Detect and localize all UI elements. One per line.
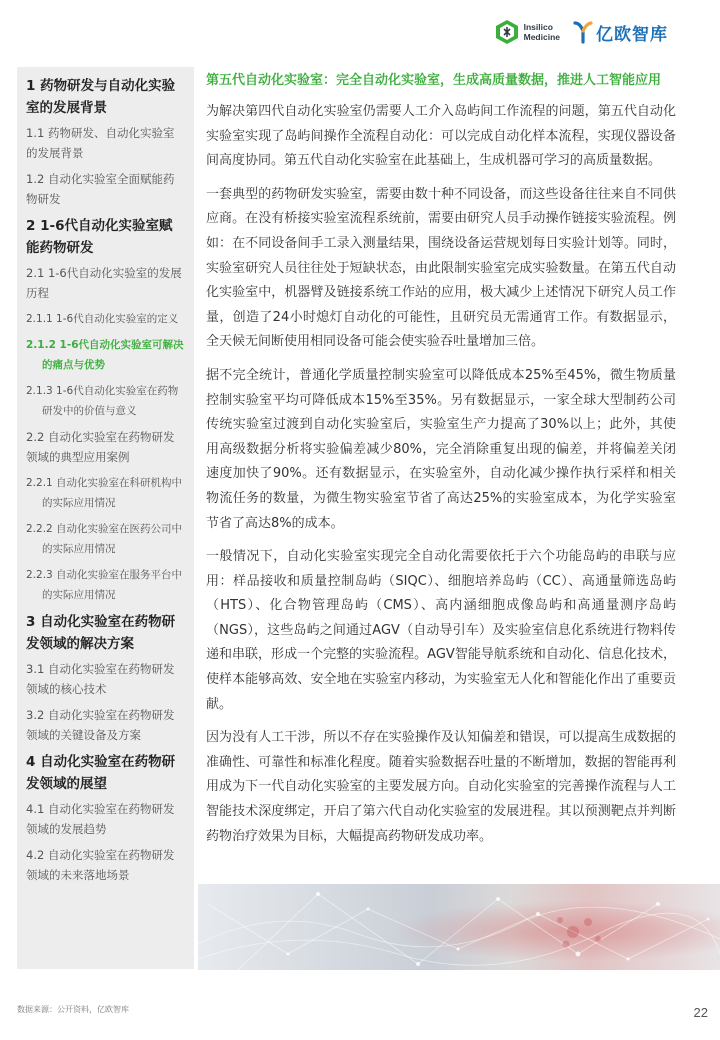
- toc-item[interactable]: [26, 473, 185, 513]
- toc-item[interactable]: 1 药物研发与自动化实验室的发展背景: [26, 78, 176, 116]
- insilico-hexagon-icon: [494, 19, 520, 45]
- toc-item-active[interactable]: [26, 335, 185, 375]
- decorative-banner-image: [198, 884, 720, 970]
- toc-item[interactable]: 4 自动化实验室在药物研发领域的展望: [26, 754, 176, 792]
- toc-item[interactable]: 4.2 自动化实验室在药物研发领域的未来落地场景: [26, 848, 175, 882]
- insilico-line2: Medicine: [523, 32, 560, 42]
- body-paragraph: 一套典型的药物研发实验室，需要由数十种不同设备，而这些设备往往来自不同供应商。在没有桥接实验室流程系统前，需要由研究人员手动操作链接实验流程。例如：在不同设备间手工录入测量结果，围绕设备运营规划每日实验计划等。同时，实验室研究人员往往处于短缺状态，由此限制实验室完成实验数量。在第五代自动化实验室中，机器臂及链接系统工作站的应用，极大减少上述情况下研究人员工作量，创造了24小时熄灯自动化的可能性，且研究员无需通宵工作。有数据显示，全天候无间断使用相同设备可能会使实验吞吐量增加三倍。: [206, 186, 676, 350]
- section-title: 第五代自动化实验室：完全自动化实验室，生成高质量数据，推进人工智能应用: [206, 73, 662, 88]
- toc-item[interactable]: [26, 565, 185, 605]
- toc-item[interactable]: 2 1-6代自动化实验室赋能药物研发: [26, 218, 173, 256]
- header-logos: [494, 16, 668, 48]
- toc-item-label: 2.1.1 1-6代自动化实验室的定义: [26, 313, 179, 325]
- data-source-note: 数据来源：公开资料，亿欧智库: [17, 1005, 129, 1014]
- toc-item-label: 2.2.3 自动化实验室在服务平台中的实际应用情况: [26, 569, 183, 601]
- insilico-medicine-logo: [494, 19, 560, 45]
- insilico-line1: Insilico: [523, 22, 553, 32]
- iyiou-logo-text: 亿欧智库: [596, 24, 668, 45]
- main-content: [206, 70, 676, 858]
- toc-item[interactable]: 2.2 自动化实验室在药物研发领域的典型应用案例: [26, 430, 175, 464]
- toc-item[interactable]: [26, 519, 185, 559]
- iyiou-y-icon: [572, 20, 594, 44]
- toc-item[interactable]: 3.1 自动化实验室在药物研发领域的核心技术: [26, 662, 175, 696]
- toc-item[interactable]: [26, 381, 185, 421]
- toc-item[interactable]: 3 自动化实验室在药物研发领域的解决方案: [26, 614, 176, 652]
- body-paragraph: 为解决第四代自动化实验室仍需要人工介入岛屿间工作流程的问题，第五代自动化实验室实现了岛屿间操作全流程自动化：可以完成自动化样本流程，实现仪器设备间高度协同。第五代自动化实验室在此基础上，生成机器可学习的高质量数据。: [206, 104, 676, 169]
- toc-item[interactable]: 1.1 药物研发、自动化实验室的发展背景: [26, 126, 175, 160]
- toc-item-label: 2.2.2 自动化实验室在医药公司中的实际应用情况: [26, 523, 183, 555]
- toc-item[interactable]: 2.1 1-6代自动化实验室的发展历程: [26, 266, 182, 300]
- body-paragraph: 因为没有人工干涉，所以不存在实验操作及认知偏差和错误，可以提高生成数据的准确性、可靠性和标准化程度。随着实验数据吞吐量的不断增加，数据的智能再利用成为下一代自动化实验室的主要发展方向。自动化实验室的完善操作流程与人工智能技术深度绑定，开启了第六代自动化实验室的发展进程。其以预测靶点并判断药物治疗效果为目标，大幅提高药物研发成功率。: [206, 730, 676, 844]
- toc-item[interactable]: [26, 309, 185, 329]
- network-pattern-icon: [198, 884, 720, 970]
- iyiou-logo: [572, 20, 668, 45]
- toc-item[interactable]: 3.2 自动化实验室在药物研发领域的关键设备及方案: [26, 708, 175, 742]
- toc-item-label: 2.1.3 1-6代自动化实验室在药物研发中的价值与意义: [26, 385, 179, 417]
- page-number: 22: [693, 1005, 708, 1020]
- body-paragraph: 一般情况下，自动化实验室实现完全自动化需要依托于六个功能岛屿的串联与应用：样品接收和质量控制岛屿（SIQC）、细胞培养岛屿（CC）、高通量筛选岛屿（HTS）、化合物管理岛屿（CMS）、高内涵细胞成像岛屿和高通量测序岛屿（NGS），这些岛屿之间通过AGV（自动导引车）及实验室信息化系统进行物料传递和串联，形成一个完整的实验流程。AGV智能导航系统和自动化、信息化技术，使样本能够高效、安全地在实验室内移动，为实验室无人化和智能化作出了重要贡献。: [206, 549, 676, 712]
- toc-sidebar: [17, 67, 194, 969]
- toc-item[interactable]: 1.2 自动化实验室全面赋能药物研发: [26, 172, 175, 206]
- toc-item-label: 2.2.1 自动化实验室在科研机构中的实际应用情况: [26, 477, 183, 509]
- toc-item-label: 2.1.2 1-6代自动化实验室可解决的痛点与优势: [26, 339, 184, 371]
- body-paragraph: 据不完全统计，普通化学质量控制实验室可以降低成本25%至45%，微生物质量控制实验室平均可降低成本15%至35%。另有数据显示，一家全球大型制药公司传统实验室过渡到自动化实验室后，实验室生产力提高了30%以上；此外，其使用高级数据分析将实验偏差减少80%，完全消除重复出现的偏差，并将偏差关闭速度加快了90%。还有数据显示，在实验室外，自动化减少操作执行采样和相关物流任务的数量，为微生物实验室节省了高达25%的实验室成本，为化学实验室节省了高达8%的成本。: [206, 367, 676, 531]
- toc-item[interactable]: 4.1 自动化实验室在药物研发领域的发展趋势: [26, 802, 175, 836]
